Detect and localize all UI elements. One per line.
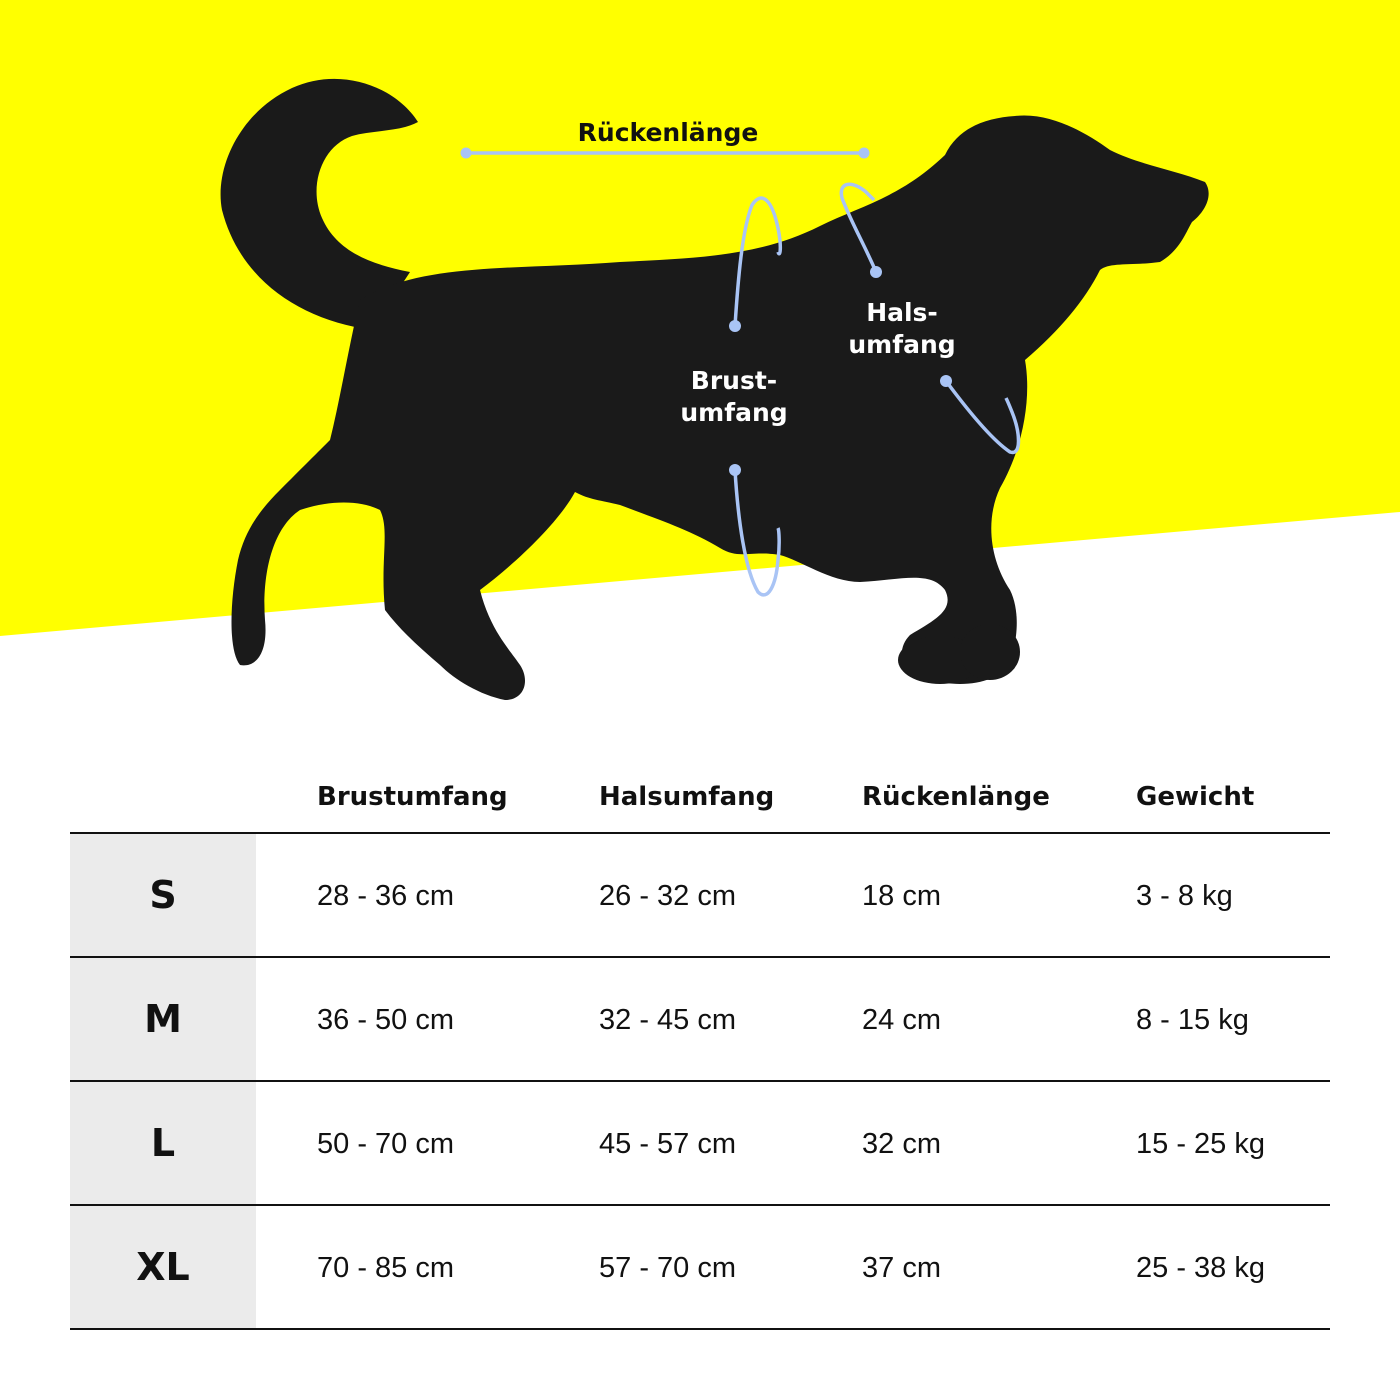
table-row bbox=[70, 834, 1330, 958]
chest-girth-value: 50 - 70 cm bbox=[317, 1128, 454, 1160]
header-neck-girth: Halsumfang bbox=[599, 782, 775, 812]
weight-value: 25 - 38 kg bbox=[1136, 1252, 1265, 1284]
neck-girth-label-line2: umfang bbox=[848, 330, 956, 359]
table-row bbox=[70, 958, 1330, 1082]
neck-girth-value: 45 - 57 cm bbox=[599, 1128, 736, 1160]
header-back-length: Rückenlänge bbox=[862, 782, 1050, 812]
chest-girth-label-line1: Brust- bbox=[690, 366, 778, 395]
back-length-value: 18 cm bbox=[862, 880, 941, 912]
table-header-row bbox=[70, 780, 1330, 834]
chest-girth-value: 70 - 85 cm bbox=[317, 1252, 454, 1284]
back-length-label: Rückenlänge bbox=[577, 118, 759, 147]
size-label: S bbox=[70, 834, 256, 956]
neck-girth-value: 26 - 32 cm bbox=[599, 880, 736, 912]
table-row bbox=[70, 1206, 1330, 1330]
chest-girth-value: 36 - 50 cm bbox=[317, 1004, 454, 1036]
header-weight: Gewicht bbox=[1136, 782, 1255, 812]
table-row bbox=[70, 1082, 1330, 1206]
back-length-value: 32 cm bbox=[862, 1128, 941, 1160]
neck-girth-value: 57 - 70 cm bbox=[599, 1252, 736, 1284]
size-chart-table bbox=[70, 780, 1330, 1330]
chest-girth-value: 28 - 36 cm bbox=[317, 880, 454, 912]
chest-girth-label-line2: umfang bbox=[680, 398, 788, 427]
neck-girth-label-line1: Hals- bbox=[866, 298, 938, 327]
back-length-value: 37 cm bbox=[862, 1252, 941, 1284]
size-label: L bbox=[70, 1082, 256, 1204]
weight-value: 15 - 25 kg bbox=[1136, 1128, 1265, 1160]
neck-girth-value: 32 - 45 cm bbox=[599, 1004, 736, 1036]
weight-value: 3 - 8 kg bbox=[1136, 880, 1233, 912]
back-length-value: 24 cm bbox=[862, 1004, 941, 1036]
size-label: XL bbox=[70, 1206, 256, 1328]
weight-value: 8 - 15 kg bbox=[1136, 1004, 1249, 1036]
header-chest-girth: Brustumfang bbox=[317, 782, 508, 812]
size-label: M bbox=[70, 958, 256, 1080]
